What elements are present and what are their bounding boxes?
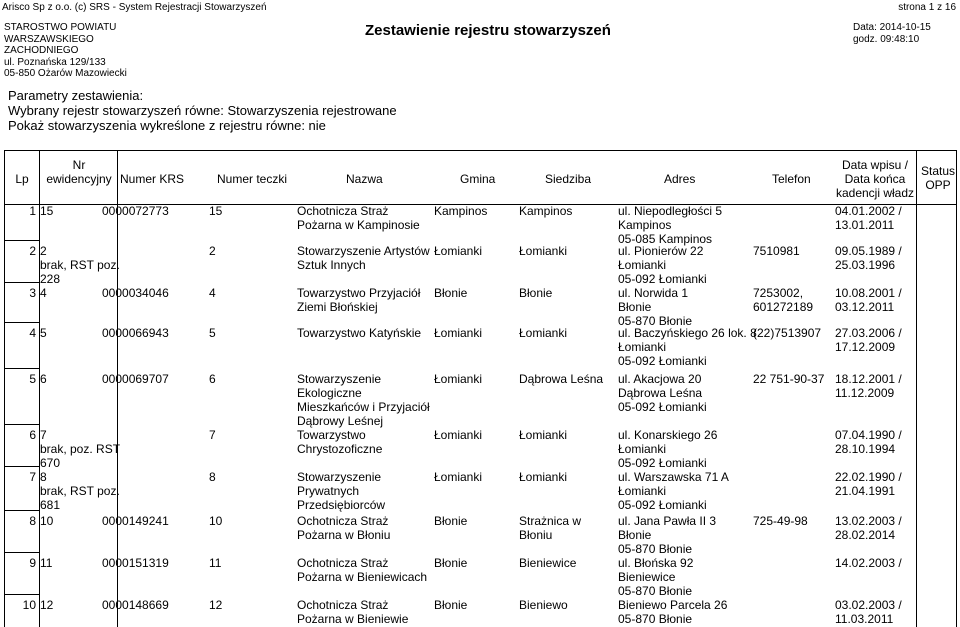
time-line: godz. 09:48:10 (853, 33, 920, 45)
date-line: Data: 2014-10-15 (853, 22, 931, 33)
cell-adres: 05-092 Łomianki (618, 354, 707, 368)
cell-nazwa: Chrystozoficzne (297, 442, 383, 456)
col-header-teczki: Numer teczki (217, 172, 288, 186)
cell-data: 09.05.1989 / (835, 244, 902, 258)
cell-siedziba: Błonie (519, 286, 553, 300)
cell-data: 03.02.2003 / (835, 598, 902, 612)
cell-telefon: 22 751-90-37 (753, 372, 825, 386)
cell-nr: 12 (40, 598, 54, 612)
cell-data: 27.03.2006 / (835, 326, 902, 340)
cell-nr: 2 (40, 244, 47, 258)
cell-nazwa: Pożarna w Błoniu (297, 528, 391, 542)
cell-teczki: 7 (209, 428, 216, 442)
cell-nr: 4 (40, 286, 47, 300)
cell-adres: 05-870 Błonie (618, 612, 693, 626)
cell-adres: ul. Jana Pawła II 3 (618, 514, 717, 528)
cell-teczki: 4 (209, 286, 216, 300)
cell-data: 03.12.2011 (835, 300, 895, 314)
cell-data: 25.03.1996 (835, 258, 896, 272)
cell-nazwa: Ochotnicza Straż (297, 514, 389, 528)
cell-adres: Błonie (618, 528, 652, 542)
cell-lp: 4 (29, 326, 36, 340)
cell-data: 04.01.2002 / (835, 204, 902, 218)
cell-adres: Łomianki (618, 442, 667, 456)
cell-lp: 3 (29, 286, 36, 300)
cell-teczki: 12 (209, 598, 223, 612)
cell-adres: ul. Akacjowa 20 (618, 372, 702, 386)
cell-telefon: 7253002, (753, 286, 804, 300)
row-divider (4, 594, 40, 595)
cell-nazwa: Ochotnicza Straż (297, 598, 389, 612)
cell-nazwa: Pożarna w Bieniewicach (297, 570, 428, 584)
cell-adres: 05-085 Kampinos (618, 232, 713, 246)
cell-nazwa: Sztuk Innych (297, 258, 366, 272)
cell-adres: ul. Pionierów 22 (618, 244, 704, 258)
col-header-lp: Lp (15, 172, 29, 186)
cell-data: 17.12.2009 (835, 340, 896, 354)
cell-adres: Kampinos (618, 218, 672, 232)
cell-data: 10.08.2001 / (835, 286, 902, 300)
header-software-credit: Arisco Sp z o.o. (c) SRS - System Rejestracji Stowarzyszeń (2, 2, 267, 13)
cell-lp: 10 (22, 598, 36, 612)
cell-adres: ul. Konarskiego 26 (618, 428, 718, 442)
cell-adres: 05-870 Błonie (618, 314, 693, 328)
cell-adres: 05-092 Łomianki (618, 456, 707, 470)
cell-krs: 0000069707 (102, 372, 169, 386)
cell-nr: brak, poz. RST (40, 442, 121, 456)
cell-nr: 8 (40, 470, 47, 484)
cell-nazwa: Towarzystwo (297, 428, 366, 442)
cell-nazwa: Ochotnicza Straż (297, 204, 389, 218)
cell-siedziba: Dąbrowa Leśna (519, 372, 604, 386)
cell-teczki: 15 (209, 204, 223, 218)
cell-adres: ul. Norwida 1 (618, 286, 689, 300)
col-header-adres: Adres (664, 172, 696, 186)
cell-adres: Łomianki (618, 340, 667, 354)
cell-lp: 7 (29, 470, 36, 484)
cell-telefon: 601272189 (753, 300, 814, 314)
cell-gmina: Błonie (434, 598, 468, 612)
cell-nr: 228 (40, 272, 61, 286)
cell-gmina: Błonie (434, 514, 468, 528)
cell-nr: 11 (40, 556, 53, 570)
col-header-nr: Nr (72, 158, 86, 172)
cell-gmina: Błonie (434, 556, 468, 570)
cell-siedziba: Łomianki (519, 326, 568, 340)
cell-lp: 8 (29, 514, 36, 528)
cell-data: 13.02.2003 / (835, 514, 902, 528)
params-heading: Parametry zestawienia: (8, 88, 144, 103)
cell-lp: 5 (29, 372, 36, 386)
cell-adres: ul. Niepodległości 5 (618, 204, 723, 218)
cell-krs: 0000148669 (102, 598, 169, 612)
cell-nr: 670 (40, 456, 61, 470)
cell-nazwa: Stowarzyszenie (297, 372, 382, 386)
cell-nr: 6 (40, 372, 47, 386)
cell-nazwa: Przedsiębiorców (297, 498, 386, 512)
cell-adres: ul. Baczyńskiego 26 lok. 8 (618, 326, 757, 340)
col-header-gmina: Gmina (460, 172, 496, 186)
cell-siedziba: Łomianki (519, 428, 568, 442)
cell-telefon: 7510981 (753, 244, 800, 258)
office-line: 05-850 Ożarów Mazowiecki (4, 68, 127, 79)
office-line: WARSZAWSKIEGO (4, 33, 94, 45)
col-header-data: kadencji władz (835, 186, 915, 200)
office-line: ul. Poznańska 129/133 (4, 56, 106, 68)
cell-gmina: Łomianki (434, 244, 483, 258)
cell-nazwa: Stowarzyszenie Artystów (297, 244, 430, 258)
cell-adres: Dąbrowa Leśna (618, 386, 703, 400)
row-divider (4, 552, 40, 553)
row-divider (4, 322, 40, 323)
cell-data: 11.12.2009 (835, 386, 895, 400)
cell-data: 22.02.1990 / (835, 470, 902, 484)
cell-gmina: Łomianki (434, 428, 483, 442)
cell-adres: 05-870 Błonie (618, 542, 693, 556)
cell-nr: 5 (40, 326, 47, 340)
cell-nazwa: Mieszkańców i Przyjaciół (297, 400, 430, 414)
office-address (4, 22, 127, 80)
table-border (4, 150, 957, 151)
row-divider (4, 282, 40, 283)
cell-gmina: Kampinos (434, 204, 488, 218)
row-divider (4, 368, 40, 369)
cell-adres: Łomianki (618, 484, 667, 498)
cell-teczki: 6 (209, 372, 216, 386)
cell-teczki: 8 (209, 470, 216, 484)
cell-krs: 0000066943 (102, 326, 169, 340)
cell-lp: 2 (29, 244, 36, 258)
cell-lp: 6 (29, 428, 36, 442)
report-date (853, 22, 931, 45)
cell-data: 13.01.2011 (835, 218, 895, 232)
cell-nazwa: Stowarzyszenie (297, 470, 382, 484)
cell-siedziba: Błoniu (519, 528, 553, 542)
row-divider (4, 240, 40, 241)
col-header-telefon: Telefon (772, 172, 811, 186)
cell-adres: 05-870 Błonie (618, 584, 693, 598)
cell-nr: 15 (40, 204, 54, 218)
cell-gmina: Łomianki (434, 326, 483, 340)
cell-siedziba: Łomianki (519, 470, 568, 484)
cell-nr: 10 (40, 514, 54, 528)
cell-nazwa: Towarzystwo Przyjaciół (297, 286, 421, 300)
cell-adres: ul. Błońska 92 (618, 556, 694, 570)
cell-telefon: 725-49-98 (753, 514, 808, 528)
cell-lp: 1 (29, 204, 36, 218)
cell-adres: 05-092 Łomianki (618, 400, 707, 414)
table-border (916, 150, 917, 627)
cell-krs: 0000149241 (102, 514, 169, 528)
cell-data: 28.02.2014 (835, 528, 896, 542)
cell-nr: 681 (40, 498, 61, 512)
cell-siedziba: Bieniewice (519, 556, 577, 570)
cell-nazwa: Ekologiczne (297, 386, 362, 400)
cell-gmina: Błonie (434, 286, 468, 300)
cell-adres: 05-092 Łomianki (618, 272, 707, 286)
cell-data: 18.12.2001 / (835, 372, 902, 386)
cell-krs: 0000034046 (102, 286, 169, 300)
cell-nazwa: Pożarna w Kampinosie (297, 218, 420, 232)
cell-krs: 0000072773 (102, 204, 169, 218)
col-header-nr: ewidencyjny (46, 172, 112, 186)
params-line-deleted: Pokaż stowarzyszenia wykreślone z rejestru równe: nie (8, 118, 326, 133)
cell-telefon: (22)7513907 (753, 326, 822, 340)
row-divider (4, 510, 40, 511)
cell-data: 21.04.1991 (835, 484, 896, 498)
cell-nazwa: Ochotnicza Straż (297, 556, 389, 570)
cell-adres: Bieniewo Parcela 26 (618, 598, 728, 612)
cell-adres: Błonie (618, 300, 652, 314)
cell-siedziba: Bieniewo (519, 598, 568, 612)
col-header-krs: Numer KRS (120, 172, 185, 186)
cell-data: 14.02.2003 / (835, 556, 902, 570)
cell-siedziba: Kampinos (519, 204, 573, 218)
col-header-siedziba: Siedziba (545, 172, 592, 186)
col-header-data: Data wpisu / (841, 158, 909, 172)
cell-adres: ul. Warszawska 71 A (618, 470, 729, 484)
cell-siedziba: Łomianki (519, 244, 568, 258)
cell-gmina: Łomianki (434, 372, 483, 386)
cell-data: 11.03.2011 (835, 612, 894, 626)
cell-gmina: Łomianki (434, 470, 483, 484)
col-header-status: OPP (925, 178, 951, 192)
cell-adres: Łomianki (618, 258, 667, 272)
col-header-status: Status (920, 164, 956, 178)
office-line: ZACHODNIEGO (4, 45, 79, 56)
cell-teczki: 10 (209, 514, 223, 528)
cell-teczki: 11 (209, 556, 222, 570)
cell-adres: Bieniewice (618, 570, 676, 584)
table-border (956, 150, 957, 627)
cell-nazwa: Pożarna w Bieniewie (297, 612, 409, 626)
cell-lp: 9 (29, 556, 36, 570)
cell-nazwa: Ziemi Błońskiej (297, 300, 378, 314)
cell-data: 28.10.1994 (835, 442, 896, 456)
params-line-register: Wybrany rejestr stowarzyszeń równe: Stowarzyszenia rejestrowane (8, 103, 397, 118)
col-header-nazwa: Nazwa (346, 172, 383, 186)
report-title: Zestawienie rejestru stowarzyszeń (365, 22, 611, 39)
cell-teczki: 5 (209, 326, 216, 340)
cell-siedziba: Strażnica w (519, 514, 582, 528)
page-counter: strona 1 z 16 (898, 2, 956, 13)
cell-nr: brak, RST poz. (40, 484, 120, 498)
col-header-data: Data końca (844, 172, 906, 186)
cell-nazwa: Towarzystwo Katyńskie (297, 326, 422, 340)
cell-krs: 0000151319 (102, 556, 169, 570)
cell-nazwa: Prywatnych (297, 484, 360, 498)
cell-nr: brak, RST poz. (40, 258, 120, 272)
cell-nr: 7 (40, 428, 47, 442)
row-divider (4, 424, 40, 425)
cell-adres: 05-092 Łomianki (618, 498, 707, 512)
cell-data: 07.04.1990 / (835, 428, 902, 442)
cell-teczki: 2 (209, 244, 216, 258)
cell-nazwa: Dąbrowy Leśnej (297, 414, 384, 428)
registry-table (4, 150, 958, 627)
office-line: STAROSTWO POWIATU (4, 22, 117, 33)
row-divider (4, 466, 40, 467)
